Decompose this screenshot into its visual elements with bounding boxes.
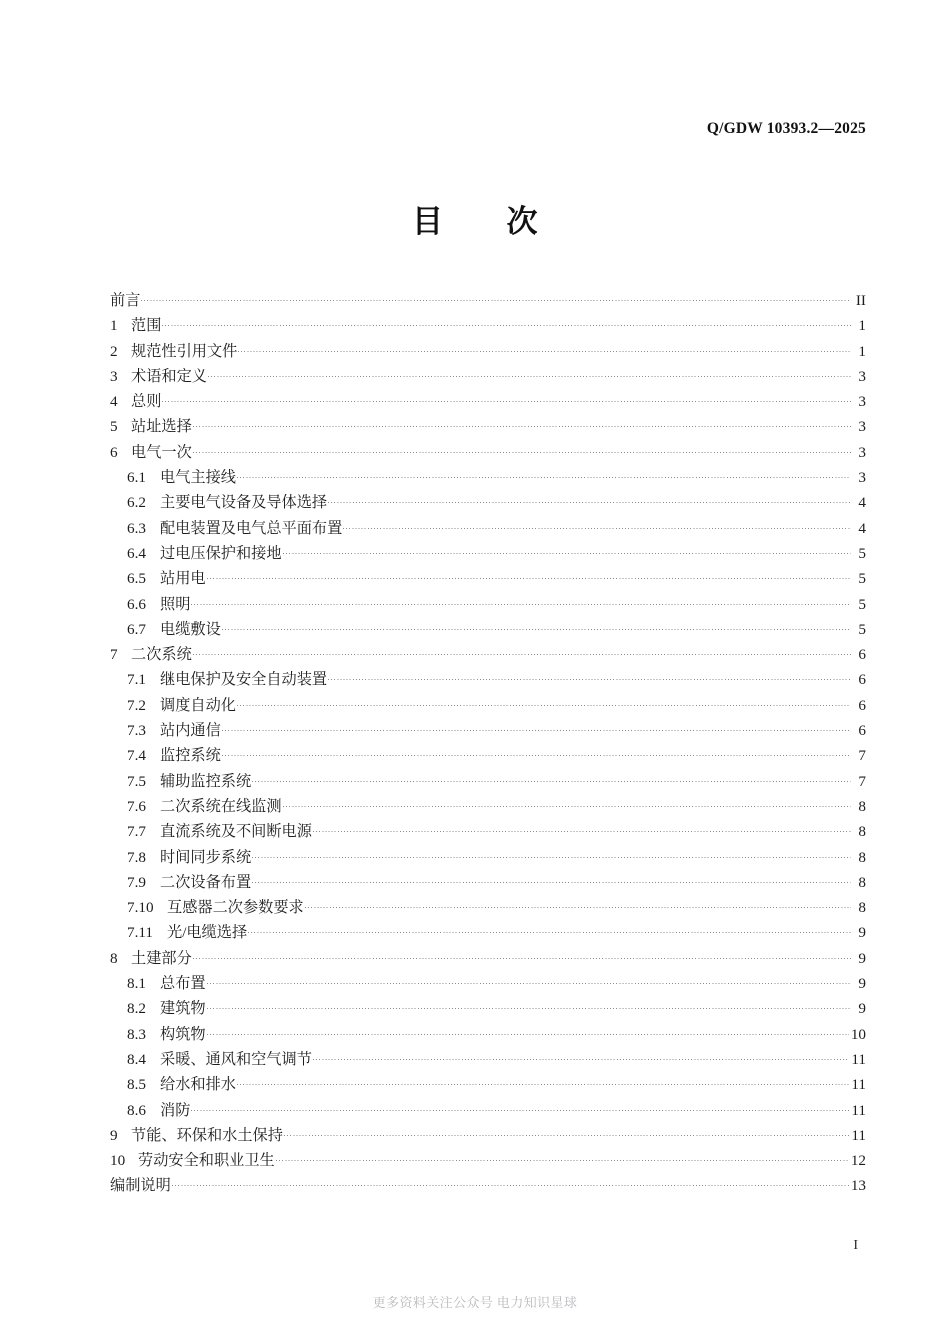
toc-entry[interactable] <box>110 743 866 768</box>
toc-leader-dots <box>208 366 851 381</box>
toc-entry-label: 二次设备布置 <box>160 873 252 891</box>
toc-entry-page-number: 6 <box>858 646 866 664</box>
toc-entry[interactable] <box>110 592 866 617</box>
toc-leader-dots <box>313 1049 850 1064</box>
toc-entry[interactable] <box>110 541 866 566</box>
toc-entry[interactable] <box>110 1022 866 1047</box>
toc-leader-dots <box>191 593 851 608</box>
toc-entry[interactable] <box>110 946 866 971</box>
toc-entry-label: 光/电缆选择 <box>167 924 248 942</box>
page-folio-number: I <box>853 1238 858 1253</box>
toc-entry-page-number: 11 <box>851 1126 866 1144</box>
toc-entry-label: 二次系统在线监测 <box>160 797 282 815</box>
toc-leader-dots <box>222 745 851 760</box>
toc-leader-dots <box>193 442 851 457</box>
toc-entry-label: 互感器二次参数要求 <box>167 899 304 917</box>
toc-entry[interactable] <box>110 769 866 794</box>
toc-entry-page-number: 11 <box>851 1076 866 1094</box>
toc-leader-dots <box>305 897 851 912</box>
toc-entry-page-number: 6 <box>858 696 866 714</box>
toc-entry-number: 8.4 <box>127 1050 146 1068</box>
toc-leader-dots <box>222 720 851 735</box>
toc-entry-page-number: 5 <box>858 544 866 562</box>
toc-entry-page-number: 8 <box>858 823 866 841</box>
toc-entry[interactable] <box>110 642 866 667</box>
toc-entry-page-number: 9 <box>858 1000 866 1018</box>
toc-entry-label: 术语和定义 <box>131 367 207 385</box>
toc-leader-dots <box>313 821 851 836</box>
watermark-text: 更多资料关注公众号 电力知识星球 <box>372 1295 578 1310</box>
toc-entry-number: 9 <box>110 1126 118 1144</box>
document-standard-number: Q/GDW 10393.2—2025 <box>706 120 866 137</box>
toc-entry-number: 7.8 <box>127 848 146 866</box>
page-title: 目 次 <box>412 204 538 239</box>
table-of-contents <box>110 288 866 1199</box>
toc-entry-page-number: 6 <box>858 722 866 740</box>
toc-entry-number: 6.7 <box>127 620 146 638</box>
toc-entry-label: 直流系统及不间断电源 <box>160 823 312 841</box>
toc-entry-label: 继电保护及安全自动装置 <box>160 671 328 689</box>
toc-entry-page-number: 6 <box>858 671 866 689</box>
toc-entry-label: 调度自动化 <box>160 696 236 714</box>
toc-entry-label: 电缆敷设 <box>160 620 221 638</box>
toc-leader-dots <box>328 492 851 507</box>
toc-leader-dots <box>252 872 851 887</box>
toc-entry-page-number: 5 <box>858 620 866 638</box>
toc-entry-label: 辅助监控系统 <box>160 772 252 790</box>
toc-entry-number: 7.2 <box>127 696 146 714</box>
toc-entry-label: 构筑物 <box>160 1025 206 1043</box>
toc-entry-page-number: 13 <box>850 1177 866 1195</box>
toc-entry-page-number: 12 <box>850 1152 866 1170</box>
toc-leader-dots <box>237 695 851 710</box>
toc-entry-label: 规范性引用文件 <box>131 342 238 360</box>
toc-entry[interactable] <box>110 389 866 414</box>
toc-entry[interactable] <box>110 1047 866 1072</box>
toc-entry[interactable] <box>110 1148 866 1173</box>
toc-leader-dots <box>207 1023 849 1038</box>
toc-entry-number: 7.4 <box>127 747 146 765</box>
toc-leader-dots <box>141 290 851 305</box>
toc-entry-label: 电气主接线 <box>160 469 236 487</box>
toc-entry[interactable] <box>110 288 866 313</box>
toc-entry-label: 过电压保护和接地 <box>160 544 282 562</box>
toc-entry-number: 7.9 <box>127 873 146 891</box>
toc-entry-label: 劳动安全和职业卫生 <box>138 1152 275 1170</box>
toc-entry-number: 4 <box>110 393 118 411</box>
toc-entry[interactable] <box>110 845 866 870</box>
toc-entry[interactable] <box>110 313 866 338</box>
toc-leader-dots <box>283 796 852 811</box>
toc-entry[interactable] <box>110 996 866 1021</box>
toc-leader-dots <box>343 517 851 532</box>
toc-entry-number: 7 <box>110 646 118 664</box>
toc-entry-page-number: 9 <box>858 949 866 967</box>
toc-entry-label: 配电装置及电气总平面布置 <box>160 519 343 537</box>
toc-leader-dots <box>276 1150 849 1165</box>
toc-entry-number: 8.3 <box>127 1025 146 1043</box>
toc-entry-number: 7.3 <box>127 722 146 740</box>
toc-entry-page-number: 3 <box>858 443 866 461</box>
toc-leader-dots <box>207 973 851 988</box>
toc-entry[interactable] <box>110 414 866 439</box>
toc-entry-label: 站用电 <box>160 570 206 588</box>
toc-entry-label: 土建部分 <box>131 949 192 967</box>
toc-entry[interactable] <box>110 920 866 945</box>
toc-entry-page-number: 3 <box>858 418 866 436</box>
toc-entry-label: 给水和排水 <box>160 1076 236 1094</box>
toc-entry-label: 采暖、通风和空气调节 <box>160 1050 312 1068</box>
toc-entry-number: 7.1 <box>127 671 146 689</box>
toc-entry-number: 8 <box>110 949 118 967</box>
toc-entry-page-number: 3 <box>858 469 866 487</box>
toc-entry-label: 时间同步系统 <box>160 848 252 866</box>
toc-entry-page-number: 11 <box>851 1101 866 1119</box>
toc-entry-label: 主要电气设备及导体选择 <box>160 494 328 512</box>
toc-entry[interactable] <box>110 895 866 920</box>
toc-entry-page-number: 3 <box>858 393 866 411</box>
toc-entry[interactable] <box>110 566 866 591</box>
toc-entry[interactable] <box>110 693 866 718</box>
toc-entry-number: 2 <box>110 342 118 360</box>
toc-entry-page-number: 7 <box>858 747 866 765</box>
toc-entry-page-number: 3 <box>858 367 866 385</box>
toc-entry[interactable] <box>110 718 866 743</box>
toc-leader-dots <box>207 568 851 583</box>
toc-entry-label: 照明 <box>160 595 191 613</box>
toc-entry-number: 7.10 <box>127 899 154 917</box>
toc-entry-number: 5 <box>110 418 118 436</box>
toc-entry-page-number: 8 <box>858 873 866 891</box>
toc-entry-page-number: 5 <box>858 595 866 613</box>
toc-leader-dots <box>162 391 851 406</box>
toc-entry-page-number: 9 <box>858 975 866 993</box>
toc-leader-dots <box>238 340 851 355</box>
toc-entry-page-number: 9 <box>858 924 866 942</box>
toc-entry-label: 站址选择 <box>131 418 192 436</box>
toc-leader-dots <box>222 619 851 634</box>
toc-entry-number: 6 <box>110 443 118 461</box>
toc-entry[interactable] <box>110 339 866 364</box>
toc-entry-label: 前言 <box>110 292 141 309</box>
toc-entry-label: 二次系统 <box>131 646 192 664</box>
toc-entry-number: 6.4 <box>127 544 146 562</box>
toc-entry-label: 编制说明 <box>110 1177 171 1195</box>
toc-leader-dots <box>193 948 851 963</box>
toc-entry-page-number: 5 <box>858 570 866 588</box>
toc-entry[interactable] <box>110 1123 866 1148</box>
toc-entry-page-number: 8 <box>858 848 866 866</box>
toc-entry-page-number: 4 <box>858 494 866 512</box>
toc-entry-number: 8.6 <box>127 1101 146 1119</box>
toc-entry-number: 6.6 <box>127 595 146 613</box>
toc-entry-number: 3 <box>110 367 118 385</box>
toc-entry-number: 10 <box>110 1152 126 1170</box>
toc-entry[interactable] <box>110 1173 866 1198</box>
toc-entry-number: 1 <box>110 317 118 335</box>
toc-entry-number: 7.6 <box>127 797 146 815</box>
toc-leader-dots <box>328 669 851 684</box>
toc-entry-label: 总布置 <box>160 975 206 993</box>
toc-entry-page-number: 11 <box>851 1050 866 1068</box>
toc-entry-number: 8.5 <box>127 1076 146 1094</box>
toc-entry-page-number: 10 <box>850 1025 866 1043</box>
toc-leader-dots <box>248 922 851 937</box>
toc-entry[interactable] <box>110 1098 866 1123</box>
toc-leader-dots <box>237 467 851 482</box>
toc-leader-dots <box>193 644 851 659</box>
toc-entry[interactable] <box>110 617 866 642</box>
toc-entry-page-number: 1 <box>858 342 866 360</box>
toc-leader-dots <box>207 998 851 1013</box>
toc-leader-dots <box>283 543 852 558</box>
toc-leader-dots <box>191 1099 849 1114</box>
toc-entry-label: 范围 <box>131 317 162 335</box>
toc-entry-number: 6.3 <box>127 519 146 537</box>
toc-entry-label: 节能、环保和水土保持 <box>131 1126 283 1144</box>
toc-entry-label: 建筑物 <box>160 1000 206 1018</box>
toc-entry[interactable] <box>110 794 866 819</box>
toc-entry-label: 总则 <box>131 393 162 411</box>
toc-entry-page-number: 7 <box>858 772 866 790</box>
toc-entry[interactable] <box>110 971 866 996</box>
toc-leader-dots <box>172 1175 849 1190</box>
toc-entry-number: 7.7 <box>127 823 146 841</box>
toc-entry-page-number: 8 <box>858 899 866 917</box>
toc-entry-number: 8.1 <box>127 975 146 993</box>
toc-entry-number: 6.5 <box>127 570 146 588</box>
toc-entry[interactable] <box>110 516 866 541</box>
toc-leader-dots <box>193 416 851 431</box>
toc-entry-label: 消防 <box>160 1101 191 1119</box>
toc-leader-dots <box>237 1074 849 1089</box>
toc-leader-dots <box>284 1125 850 1140</box>
toc-entry[interactable] <box>110 870 866 895</box>
toc-entry-page-number: 8 <box>858 797 866 815</box>
toc-leader-dots <box>252 770 851 785</box>
toc-entry-number: 6.2 <box>127 494 146 512</box>
toc-entry-label: 监控系统 <box>160 747 221 765</box>
toc-entry-label: 站内通信 <box>160 722 221 740</box>
toc-entry-number: 6.1 <box>127 469 146 487</box>
toc-entry[interactable] <box>110 465 866 490</box>
toc-entry[interactable] <box>110 440 866 465</box>
toc-entry-number: 8.2 <box>127 1000 146 1018</box>
toc-entry[interactable] <box>110 364 866 389</box>
toc-entry-label: 电气一次 <box>131 443 192 461</box>
toc-entry-number: 7.5 <box>127 772 146 790</box>
toc-entry[interactable] <box>110 1072 866 1097</box>
toc-entry-page-number: 1 <box>858 317 866 335</box>
toc-entry[interactable] <box>110 490 866 515</box>
toc-leader-dots <box>252 846 851 861</box>
toc-entry[interactable] <box>110 819 866 844</box>
toc-entry[interactable] <box>110 667 866 692</box>
toc-entry-number: 7.11 <box>127 924 154 942</box>
toc-leader-dots <box>162 315 851 330</box>
toc-entry-page-number: 4 <box>858 519 866 537</box>
toc-entry-page-number: II <box>855 292 866 309</box>
